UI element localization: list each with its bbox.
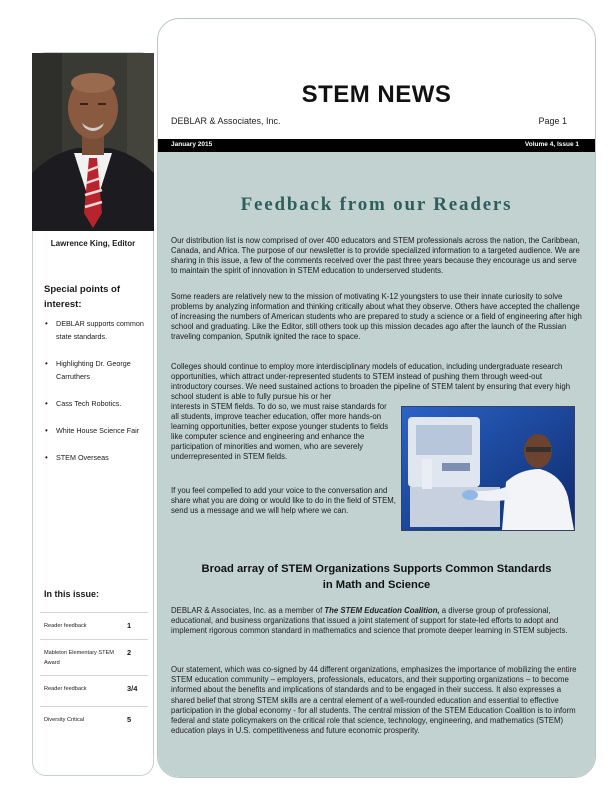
issue-row bbox=[40, 639, 148, 675]
issue-page: 3/4 bbox=[127, 684, 138, 693]
coalition-name: The STEM Education Coalition, bbox=[324, 606, 440, 615]
article-paragraph bbox=[171, 606, 583, 637]
issue-title: Mableton Elementary STEM Award bbox=[44, 650, 114, 666]
article-title-line: Broad array of STEM Organizations Supports Common Standards bbox=[201, 563, 552, 575]
paragraph-text: a diverse group of professional, educational, and business organizations that issued a joint statement of support for state-led efforts to adopt and implement rigorous common standard in mathematics and science that promote deeper learning in STEM subjects. bbox=[171, 606, 568, 636]
special-points-list bbox=[40, 317, 150, 478]
issue-page: 5 bbox=[127, 715, 132, 724]
issue-row bbox=[40, 706, 148, 733]
issue-title: Reader feedback bbox=[44, 623, 87, 629]
issue-page: 1 bbox=[127, 621, 132, 630]
editor-photo bbox=[32, 53, 154, 231]
issue-bar bbox=[158, 139, 595, 152]
paragraph-text: DEBLAR & Associates, Inc. as a member of bbox=[171, 606, 325, 615]
issue-title: Reader feedback bbox=[44, 686, 87, 692]
article-title: Feedback from our Readers bbox=[240, 194, 513, 215]
article-paragraph: interests in STEM fields. To do so, we must raise standards for all students, improve teacher education, offer more hands-on learning opportunities, better expose younger students to fields like computer science and engineering and enhance the participation of minorities and women, who are severely underrepresented in STEM fields. bbox=[171, 402, 389, 461]
newsletter-title: STEM NEWS bbox=[301, 81, 452, 108]
issue-row bbox=[40, 612, 148, 639]
special-point-item: • DEBLAR supports common state standards. bbox=[40, 317, 150, 343]
in-this-issue-table bbox=[40, 612, 148, 733]
special-point-item: • Highlighting Dr. George Carruthers bbox=[40, 357, 150, 383]
article-paragraph: Some readers are relatively new to the mission of motivating K-12 youngsters to use their innate curiosity to solve problems by analyzing information and thinking critically about what they observe. Others have accepted the challenge of increasing the numbers of American students who are prepared to study a science or a field of engineering after high school and graduating. Like the Editor, still others took up this mission decades ago after the launch of the Russian traveling companion, Sputnik ignited the race to space. bbox=[171, 292, 582, 341]
main-panel bbox=[157, 18, 596, 778]
special-point-item: • Cass Tech Robotics. bbox=[40, 397, 150, 410]
lab-photo bbox=[401, 406, 575, 531]
article-paragraph: Our distribution list is now comprised of over 400 educators and STEM professionals across the nation, the Caribbean, Canada, and Africa. The purpose of our newsletter is to provide specialized information to a targeted audience. We are sharing in this issue, a few of the comments received over the past three years because they encourage us and serve to maintain the spirit of innovation in STEM education to underserved students. bbox=[171, 236, 580, 275]
issue-page: 2 bbox=[127, 648, 132, 657]
special-points-heading: Special points of interest: bbox=[44, 284, 121, 310]
article-title bbox=[158, 561, 595, 593]
issue-title: Diversity Critical bbox=[44, 717, 85, 723]
article-title-line: in Math and Science bbox=[322, 579, 431, 591]
company-name: DEBLAR & Associates, Inc. bbox=[171, 116, 281, 126]
issue-row bbox=[40, 675, 148, 706]
issue-date: January 2015 bbox=[171, 141, 213, 148]
special-point-item: • STEM Overseas bbox=[40, 451, 150, 464]
editor-caption: Lawrence King, Editor bbox=[50, 239, 136, 248]
in-this-issue-heading: In this issue: bbox=[44, 589, 100, 599]
page-number: Page 1 bbox=[538, 116, 567, 126]
article-paragraph: Colleges should continue to employ more interdisciplinary models of education, including undergraduate research opportunities, which attract under-represented students to STEM instead of pushing them through weed-out introductory courses. We need sustained actions to broaden the pipeline of STEM talent by ensuring that every high school student is able to fully pursue his or her bbox=[171, 362, 571, 401]
article-paragraph: If you feel compelled to add your voice to the conversation and share what you are doing or would like to do in the field of STEM, send us a message and we will help where we can. bbox=[171, 486, 396, 515]
special-point-item: • White House Science Fair bbox=[40, 424, 150, 437]
issue-volume: Volume 4, Issue 1 bbox=[524, 141, 579, 148]
article-paragraph: Our statement, which was co-signed by 44 different organizations, emphasizes the importance of mobilizing the entire STEM education community – employers, professionals, educators, and their supporting organizations – to become informed about the benefits and implications of standards and to be engaged in their success. It also expresses a shared belief that strong STEM skills are a central element of a well-rounded education and essential to effective participation in the global economy - for all students. The central mission of the STEM Education Coalition is to inform federal and state policymakers on the critical role that science, technology, engineering, and mathematics (STEM) education plays in U.S. competitiveness and future economic prosperity. bbox=[171, 665, 577, 736]
